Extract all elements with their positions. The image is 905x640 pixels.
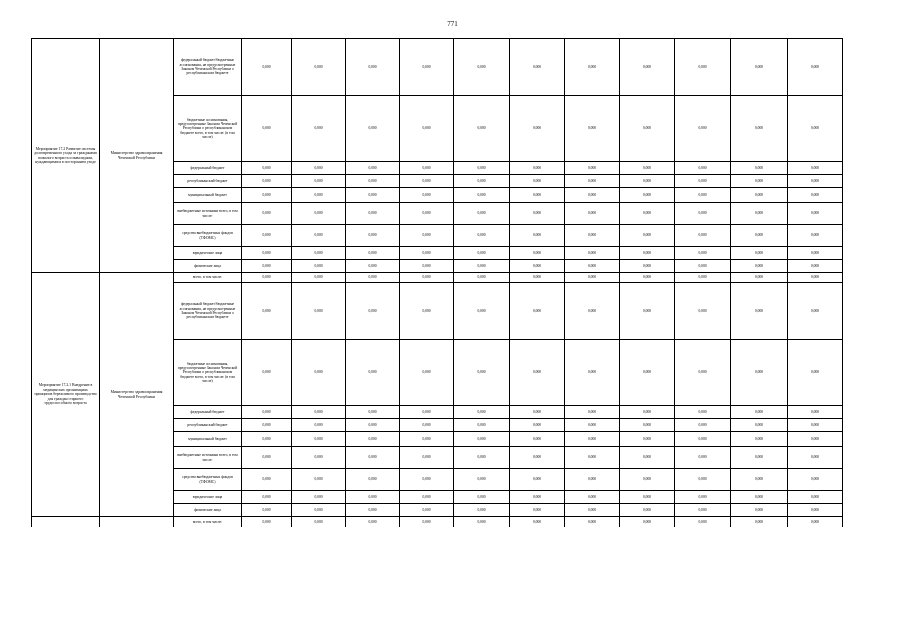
value-cell-11: 0,000 xyxy=(788,406,843,419)
value-cell-11: 0,000 xyxy=(788,491,843,504)
value-cell-8: 0,000 xyxy=(620,504,675,517)
value-cell-4: 0,000 xyxy=(400,340,454,406)
value-cell-10: 0,000 xyxy=(731,273,788,283)
value-cell-10: 0,000 xyxy=(731,188,788,203)
value-cell-2: 0,000 xyxy=(292,273,346,283)
value-cell-6: 0,000 xyxy=(510,447,565,469)
value-cell-9: 0,000 xyxy=(675,39,731,96)
value-cell-10: 0,000 xyxy=(731,39,788,96)
value-cell-3: 0,000 xyxy=(346,447,400,469)
value-cell-11: 0,000 xyxy=(788,247,843,260)
value-cell-10: 0,000 xyxy=(731,175,788,188)
value-cell-2: 0,000 xyxy=(292,447,346,469)
value-cell-3: 0,000 xyxy=(346,225,400,247)
value-cell-6: 0,000 xyxy=(510,406,565,419)
value-cell-10: 0,000 xyxy=(731,504,788,517)
value-cell-7: 0,000 xyxy=(565,340,620,406)
value-cell-10: 0,000 xyxy=(731,432,788,447)
value-cell-2: 0,000 xyxy=(292,469,346,491)
value-cell-2: 0,000 xyxy=(292,406,346,419)
value-cell-6: 0,000 xyxy=(510,504,565,517)
value-cell-8: 0,000 xyxy=(620,225,675,247)
value-cell-5: 0,000 xyxy=(454,175,510,188)
value-cell-8: 0,000 xyxy=(620,260,675,273)
value-cell-6: 0,000 xyxy=(510,469,565,491)
value-cell-9: 0,000 xyxy=(675,203,731,225)
value-cell-4: 0,000 xyxy=(400,447,454,469)
source-cell: федеральный бюджет/бюджетные ассигнования, не предусмотренные Законом Чеченской Республики о республиканском бюджете xyxy=(174,39,242,96)
source-cell: республиканский бюджет xyxy=(174,419,242,432)
value-cell-1: 0,000 xyxy=(242,419,292,432)
value-cell-3: 0,000 xyxy=(346,406,400,419)
source-cell: федеральный бюджет/бюджетные ассигнования, не предусмотренные Законом Чеченской Республики о республиканском бюджете xyxy=(174,283,242,340)
table-row xyxy=(32,39,897,96)
value-cell-5: 0,000 xyxy=(454,504,510,517)
value-cell-1: 0,000 xyxy=(242,96,292,162)
value-cell-6: 0,000 xyxy=(510,419,565,432)
value-cell-11: 0,000 xyxy=(788,188,843,203)
value-cell-7: 0,000 xyxy=(565,225,620,247)
value-cell-8: 0,000 xyxy=(620,406,675,419)
value-cell-4: 0,000 xyxy=(400,491,454,504)
value-cell-7: 0,000 xyxy=(565,419,620,432)
value-cell-11: 0,000 xyxy=(788,469,843,491)
table-row xyxy=(32,273,897,283)
value-cell-9: 0,000 xyxy=(675,406,731,419)
value-cell-8: 0,000 xyxy=(620,247,675,260)
value-cell-7: 0,000 xyxy=(565,203,620,225)
value-cell-3: 0,000 xyxy=(346,39,400,96)
value-cell-4: 0,000 xyxy=(400,162,454,175)
value-cell-1: 0,000 xyxy=(242,39,292,96)
value-cell-5: 0,000 xyxy=(454,225,510,247)
funding-table xyxy=(31,38,897,527)
value-cell-9: 0,000 xyxy=(675,188,731,203)
value-cell-2: 0,000 xyxy=(292,203,346,225)
value-cell-9: 0,000 xyxy=(675,504,731,517)
value-cell-10: 0,000 xyxy=(731,225,788,247)
page-number: 771 xyxy=(447,20,458,28)
value-cell-3: 0,000 xyxy=(346,340,400,406)
value-cell-4: 0,000 xyxy=(400,432,454,447)
value-cell-6: 0,000 xyxy=(510,39,565,96)
value-cell-1: 0,000 xyxy=(242,432,292,447)
value-cell-1: 0,000 xyxy=(242,225,292,247)
source-cell: федеральный бюджет xyxy=(174,406,242,419)
value-cell-1: 0,000 xyxy=(242,283,292,340)
value-cell-9: 0,000 xyxy=(675,419,731,432)
value-cell-5: 0,000 xyxy=(454,188,510,203)
value-cell-9: 0,000 xyxy=(675,96,731,162)
source-cell: юридические лица xyxy=(174,247,242,260)
source-cell: бюджетные ассигнования, предусмотренные Законом Чеченской Республики о республиканском бюджете всего, в том числе: (в том числе) xyxy=(174,340,242,406)
value-cell-6: 0,000 xyxy=(510,175,565,188)
value-cell-1: 0,000 xyxy=(242,406,292,419)
value-cell-4: 0,000 xyxy=(400,260,454,273)
source-cell: средства внебюджетных фондов (ТФОМС) xyxy=(174,225,242,247)
value-cell-7: 0,000 xyxy=(565,504,620,517)
value-cell-4: 0,000 xyxy=(400,406,454,419)
value-cell-1: 0,000 xyxy=(242,491,292,504)
value-cell-4: 0,000 xyxy=(400,225,454,247)
value-cell-8: 0,000 xyxy=(620,175,675,188)
value-cell-5: 0,000 xyxy=(454,406,510,419)
value-cell-9: 0,000 xyxy=(675,491,731,504)
value-cell-3: 0,000 xyxy=(346,96,400,162)
value-cell-9: 0,000 xyxy=(675,469,731,491)
value-cell-11: 0,000 xyxy=(788,162,843,175)
value-cell-7: 0,000 xyxy=(565,491,620,504)
value-cell-1: 0,000 xyxy=(242,260,292,273)
value-cell-3: 0,000 xyxy=(346,188,400,203)
value-cell-1: 0,000 xyxy=(242,447,292,469)
value-cell-8: 0,000 xyxy=(620,273,675,283)
value-cell-3: 0,000 xyxy=(346,504,400,517)
value-cell-2: 0,000 xyxy=(292,175,346,188)
source-cell: бюджетные ассигнования, предусмотренные Законом Чеченской Республики о республиканском бюджете всего, в том числе: (в том числе) xyxy=(174,96,242,162)
value-cell-4: 0,000 xyxy=(400,175,454,188)
value-cell-6: 0,000 xyxy=(510,491,565,504)
measure-name-cell xyxy=(32,517,100,527)
value-cell-8: 0,000 xyxy=(620,491,675,504)
value-cell-7: 0,000 xyxy=(565,432,620,447)
source-cell: физические лица xyxy=(174,260,242,273)
value-cell-11: 0,000 xyxy=(788,175,843,188)
value-cell-8: 0,000 xyxy=(620,283,675,340)
value-cell-8: 0,000 xyxy=(620,419,675,432)
value-cell-11: 0,000 xyxy=(788,39,843,96)
value-cell-8: 0,000 xyxy=(620,340,675,406)
value-cell-8: 0,000 xyxy=(620,162,675,175)
value-cell-3: 0,000 xyxy=(346,469,400,491)
value-cell-9: 0,000 xyxy=(675,517,731,527)
source-cell: всего, в том числе: xyxy=(174,273,242,283)
value-cell-5: 0,000 xyxy=(454,203,510,225)
value-cell-6: 0,000 xyxy=(510,517,565,527)
value-cell-11: 0,000 xyxy=(788,432,843,447)
value-cell-5: 0,000 xyxy=(454,273,510,283)
value-cell-2: 0,000 xyxy=(292,283,346,340)
value-cell-6: 0,000 xyxy=(510,188,565,203)
value-cell-3: 0,000 xyxy=(346,273,400,283)
source-cell: федеральный бюджет xyxy=(174,162,242,175)
value-cell-2: 0,000 xyxy=(292,162,346,175)
value-cell-6: 0,000 xyxy=(510,247,565,260)
source-cell: муниципальный бюджет xyxy=(174,188,242,203)
value-cell-2: 0,000 xyxy=(292,96,346,162)
value-cell-11: 0,000 xyxy=(788,447,843,469)
value-cell-2: 0,000 xyxy=(292,39,346,96)
value-cell-4: 0,000 xyxy=(400,517,454,527)
value-cell-7: 0,000 xyxy=(565,247,620,260)
value-cell-6: 0,000 xyxy=(510,225,565,247)
value-cell-7: 0,000 xyxy=(565,39,620,96)
source-cell: республиканский бюджет xyxy=(174,175,242,188)
value-cell-4: 0,000 xyxy=(400,39,454,96)
value-cell-3: 0,000 xyxy=(346,203,400,225)
value-cell-2: 0,000 xyxy=(292,247,346,260)
value-cell-6: 0,000 xyxy=(510,283,565,340)
source-cell: физические лица xyxy=(174,504,242,517)
measure-name-cell: Мероприятие 17.2 Развитие системы долговременного ухода за гражданами пожилого возраста и инвалидами, нуждающимися в постороннем уходе xyxy=(32,39,100,273)
value-cell-7: 0,000 xyxy=(565,96,620,162)
value-cell-6: 0,000 xyxy=(510,162,565,175)
value-cell-8: 0,000 xyxy=(620,203,675,225)
source-cell: юридические лица xyxy=(174,491,242,504)
source-cell: средства внебюджетных фондов (ТФОМС) xyxy=(174,469,242,491)
value-cell-4: 0,000 xyxy=(400,504,454,517)
value-cell-5: 0,000 xyxy=(454,340,510,406)
value-cell-3: 0,000 xyxy=(346,162,400,175)
value-cell-10: 0,000 xyxy=(731,406,788,419)
value-cell-9: 0,000 xyxy=(675,283,731,340)
value-cell-3: 0,000 xyxy=(346,260,400,273)
value-cell-1: 0,000 xyxy=(242,504,292,517)
value-cell-3: 0,000 xyxy=(346,247,400,260)
value-cell-3: 0,000 xyxy=(346,517,400,527)
value-cell-10: 0,000 xyxy=(731,447,788,469)
value-cell-9: 0,000 xyxy=(675,175,731,188)
value-cell-9: 0,000 xyxy=(675,340,731,406)
value-cell-7: 0,000 xyxy=(565,175,620,188)
value-cell-7: 0,000 xyxy=(565,260,620,273)
value-cell-4: 0,000 xyxy=(400,469,454,491)
value-cell-7: 0,000 xyxy=(565,469,620,491)
table-row xyxy=(32,517,897,527)
value-cell-2: 0,000 xyxy=(292,340,346,406)
value-cell-5: 0,000 xyxy=(454,260,510,273)
value-cell-4: 0,000 xyxy=(400,203,454,225)
value-cell-5: 0,000 xyxy=(454,432,510,447)
value-cell-8: 0,000 xyxy=(620,96,675,162)
value-cell-1: 0,000 xyxy=(242,273,292,283)
value-cell-4: 0,000 xyxy=(400,188,454,203)
value-cell-8: 0,000 xyxy=(620,447,675,469)
value-cell-1: 0,000 xyxy=(242,247,292,260)
value-cell-11: 0,000 xyxy=(788,283,843,340)
value-cell-1: 0,000 xyxy=(242,162,292,175)
value-cell-4: 0,000 xyxy=(400,273,454,283)
value-cell-5: 0,000 xyxy=(454,447,510,469)
value-cell-10: 0,000 xyxy=(731,491,788,504)
value-cell-5: 0,000 xyxy=(454,96,510,162)
value-cell-4: 0,000 xyxy=(400,419,454,432)
value-cell-6: 0,000 xyxy=(510,273,565,283)
executor-cell: Министерство здравоохранения Чеченской Республики xyxy=(100,39,174,273)
value-cell-10: 0,000 xyxy=(731,96,788,162)
value-cell-9: 0,000 xyxy=(675,162,731,175)
value-cell-5: 0,000 xyxy=(454,283,510,340)
value-cell-11: 0,000 xyxy=(788,225,843,247)
value-cell-5: 0,000 xyxy=(454,517,510,527)
value-cell-11: 0,000 xyxy=(788,419,843,432)
value-cell-8: 0,000 xyxy=(620,39,675,96)
value-cell-7: 0,000 xyxy=(565,188,620,203)
value-cell-2: 0,000 xyxy=(292,419,346,432)
table-body xyxy=(32,39,897,527)
value-cell-7: 0,000 xyxy=(565,406,620,419)
value-cell-11: 0,000 xyxy=(788,340,843,406)
value-cell-5: 0,000 xyxy=(454,39,510,96)
value-cell-7: 0,000 xyxy=(565,273,620,283)
value-cell-1: 0,000 xyxy=(242,188,292,203)
source-cell: внебюджетные источники всего, в том числе: xyxy=(174,447,242,469)
executor-cell: Министерство здравоохранения Чеченской Республики xyxy=(100,273,174,517)
value-cell-11: 0,000 xyxy=(788,504,843,517)
value-cell-2: 0,000 xyxy=(292,432,346,447)
value-cell-11: 0,000 xyxy=(788,203,843,225)
value-cell-6: 0,000 xyxy=(510,340,565,406)
value-cell-9: 0,000 xyxy=(675,247,731,260)
value-cell-10: 0,000 xyxy=(731,419,788,432)
value-cell-7: 0,000 xyxy=(565,447,620,469)
value-cell-7: 0,000 xyxy=(565,162,620,175)
source-cell: внебюджетные источники всего, в том числе: xyxy=(174,203,242,225)
value-cell-3: 0,000 xyxy=(346,432,400,447)
source-cell: всего, в том числе: xyxy=(174,517,242,527)
value-cell-9: 0,000 xyxy=(675,447,731,469)
value-cell-3: 0,000 xyxy=(346,491,400,504)
value-cell-11: 0,000 xyxy=(788,517,843,527)
value-cell-4: 0,000 xyxy=(400,96,454,162)
value-cell-9: 0,000 xyxy=(675,225,731,247)
value-cell-10: 0,000 xyxy=(731,260,788,273)
value-cell-2: 0,000 xyxy=(292,260,346,273)
value-cell-9: 0,000 xyxy=(675,260,731,273)
value-cell-6: 0,000 xyxy=(510,203,565,225)
value-cell-6: 0,000 xyxy=(510,260,565,273)
value-cell-10: 0,000 xyxy=(731,340,788,406)
value-cell-9: 0,000 xyxy=(675,273,731,283)
value-cell-8: 0,000 xyxy=(620,188,675,203)
value-cell-3: 0,000 xyxy=(346,283,400,340)
value-cell-2: 0,000 xyxy=(292,517,346,527)
source-cell: муниципальный бюджет xyxy=(174,432,242,447)
measure-name-cell: Мероприятие 17.2.1 Внедрение в медицинских организациях принципов бережливого производства для граждан старшего трудоспособного возраста xyxy=(32,273,100,517)
value-cell-1: 0,000 xyxy=(242,203,292,225)
value-cell-10: 0,000 xyxy=(731,469,788,491)
value-cell-4: 0,000 xyxy=(400,283,454,340)
value-cell-1: 0,000 xyxy=(242,340,292,406)
executor-cell xyxy=(100,517,174,527)
value-cell-6: 0,000 xyxy=(510,96,565,162)
value-cell-10: 0,000 xyxy=(731,162,788,175)
value-cell-3: 0,000 xyxy=(346,419,400,432)
value-cell-9: 0,000 xyxy=(675,432,731,447)
value-cell-11: 0,000 xyxy=(788,273,843,283)
value-cell-1: 0,000 xyxy=(242,469,292,491)
value-cell-5: 0,000 xyxy=(454,162,510,175)
value-cell-2: 0,000 xyxy=(292,225,346,247)
value-cell-8: 0,000 xyxy=(620,517,675,527)
value-cell-7: 0,000 xyxy=(565,283,620,340)
value-cell-8: 0,000 xyxy=(620,469,675,491)
value-cell-5: 0,000 xyxy=(454,469,510,491)
value-cell-10: 0,000 xyxy=(731,247,788,260)
value-cell-10: 0,000 xyxy=(731,203,788,225)
value-cell-8: 0,000 xyxy=(620,432,675,447)
value-cell-11: 0,000 xyxy=(788,260,843,273)
value-cell-1: 0,000 xyxy=(242,517,292,527)
value-cell-5: 0,000 xyxy=(454,491,510,504)
value-cell-3: 0,000 xyxy=(346,175,400,188)
value-cell-1: 0,000 xyxy=(242,175,292,188)
value-cell-2: 0,000 xyxy=(292,504,346,517)
value-cell-4: 0,000 xyxy=(400,247,454,260)
value-cell-5: 0,000 xyxy=(454,247,510,260)
value-cell-6: 0,000 xyxy=(510,432,565,447)
value-cell-11: 0,000 xyxy=(788,96,843,162)
value-cell-2: 0,000 xyxy=(292,491,346,504)
value-cell-2: 0,000 xyxy=(292,188,346,203)
value-cell-10: 0,000 xyxy=(731,283,788,340)
value-cell-10: 0,000 xyxy=(731,517,788,527)
value-cell-5: 0,000 xyxy=(454,419,510,432)
value-cell-7: 0,000 xyxy=(565,517,620,527)
